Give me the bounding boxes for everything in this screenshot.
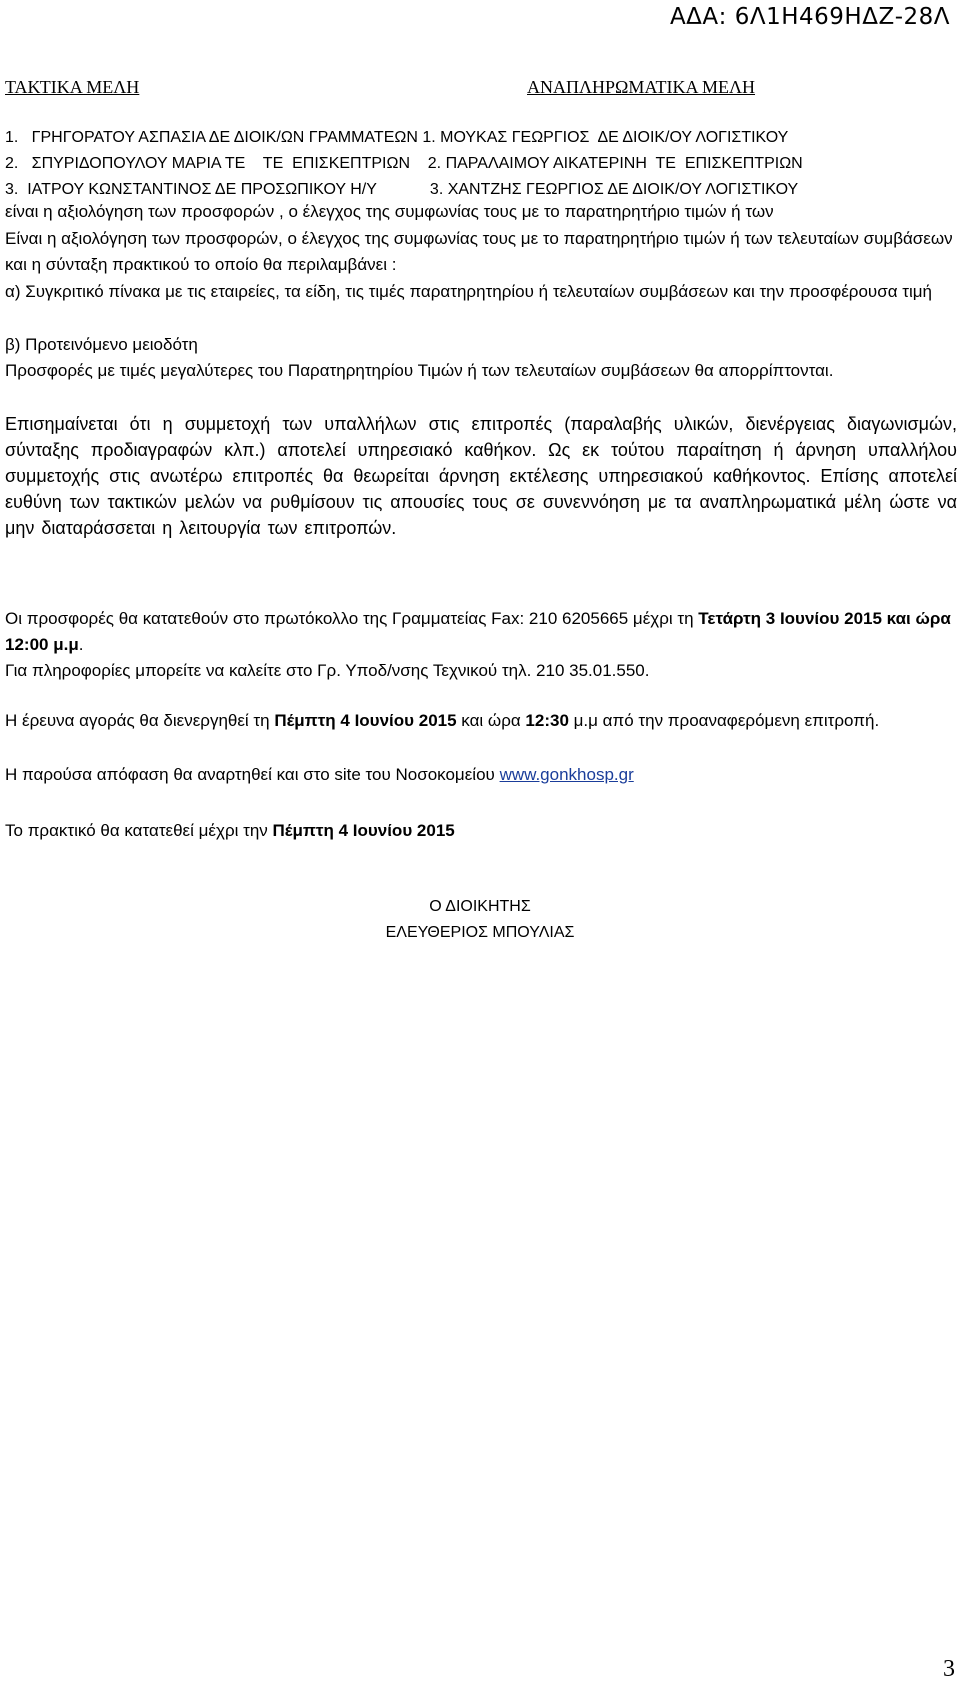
- signatory-role: Ο ΔΙΟΙΚΗΤΗΣ: [429, 898, 531, 915]
- signatory-name: ΕΛΕΥΘΕΡΙΟΣ ΜΠΟΥΛΙΑΣ: [385, 924, 575, 941]
- hospital-website-link[interactable]: www.gonkhosp.gr: [499, 765, 634, 784]
- mr-text-3: μ.μ από την προαναφερόμενη επιτροπή.: [568, 711, 880, 730]
- submission-text: Οι προσφορές θα κατατεθούν στο πρωτόκολλο της Γραμματείας Fax: 210 6205665 μέχρι τη: [5, 609, 699, 628]
- info-phone: Για πληροφορίες μπορείτε να καλείτε στο Γρ. Υποδ/νσης Τεχνικού τηλ. 210 35.01.550.: [5, 661, 650, 680]
- member-row-2: 2. ΣΠΥΡΙΔΟΠΟΥΛΟΥ ΜΑΡΙΑ ΤΕ ΤΕ ΕΠΙΣΚΕΠΤΡΙΩΝ 2. ΠΑΡΑΛΑΙΜΟΥ ΑΙΚΑΤΕΡΙΝΗ ΤΕ ΕΠΙΣΚΕΠΤΡΙΩΝ: [5, 155, 803, 172]
- submission-deadline: Τετάρτη 3 Ιουνίου 2015 και ώρα 12:00 μ.μ: [5, 609, 951, 654]
- mr-time: 12:30: [525, 711, 569, 730]
- member-row-1: 1. ΓΡΗΓΟΡΑΤΟΥ ΑΣΠΑΣΙΑ ΔΕ ΔΙΟΙΚ/ΩΝ ΓΡΑΜΜΑΤΕΩΝ 1. ΜΟΥΚΑΣ ΓΕΩΡΓΙΟΣ ΔΕ ΔΙΟΙΚ/ΟΥ ΛΟΓΙΣΤΙΚΟΥ: [5, 129, 789, 146]
- minutes-date: Πέμπτη 4 Ιουνίου 2015: [272, 821, 455, 840]
- mr-text-1: Η έρευνα αγοράς θα διενεργηθεί τη: [5, 711, 275, 730]
- regular-members-heading: ΤΑΚΤΙΚΑ ΜΕΛΗ: [5, 77, 140, 97]
- rejection-clause: Προσφορές με τιμές μεγαλύτερες του Παρατηρητηρίου Τιμών ή των τελευταίων συμβάσεων θα απορρίπτονται.: [5, 361, 834, 380]
- obligation-notice: Επισημαίνεται ότι η συμμετοχή των υπαλλήλων στις επιτροπές (παραλαβής υλικών, διενέργειας διαγωνισμών, σύνταξης προδιαγραφών κλπ.) αποτελεί υπηρεσιακό καθήκον. Ως εκ τούτου παραίτηση ή άρνηση υπαλλήλου συμμετοχής στις ανωτέρω επιτροπές θα θεωρείται άρνηση εκτέλεσης υπηρεσιακού καθήκοντος. Επίσης αποτελεί ευθύνη των τακτικών μελών να ρυθμίσουν τις απουσίες τους σε συνεννόηση με τα αναπληρωματικά μέλη ώστε να μην διαταράσσεται η λειτουργία των επιτροπών.: [5, 414, 957, 538]
- ada-code: ΑΔΑ: 6Λ1Η469ΗΔΖ-28Λ: [669, 4, 950, 30]
- posting-text: Η παρούσα απόφαση θα αναρτηθεί και στο site του Νοσοκομείου: [5, 765, 500, 784]
- duties-item-a: α) Συγκριτικό πίνακα με τις εταιρείες, τα είδη, τις τιμές παρατηρητηρίου ή τελευταίων συμβάσεων και την προσφέρουσα τιμή: [5, 282, 932, 301]
- posting-paragraph: [5, 762, 960, 788]
- alternate-members-heading: ΑΝΑΠΛΗΡΩΜΑΤΙΚΑ ΜΕΛΗ: [527, 77, 756, 97]
- submission-end: .: [78, 635, 84, 654]
- member-row-3: 3. ΙΑΤΡΟΥ ΚΩΝΣΤΑΝΤΙΝΟΣ ΔΕ ΠΡΟΣΩΠΙΚΟΥ Η/Υ 3. ΧΑΝΤΖΗΣ ΓΕΩΡΓΙΟΣ ΔΕ ΔΙΟΙΚ/ΟΥ ΛΟΓΙΣΤΙΚΟΥ: [5, 181, 799, 198]
- mr-text-2: και ώρα: [456, 711, 526, 730]
- market-research-paragraph: [5, 708, 960, 734]
- duties-line-1: είναι η αξιολόγηση των προσφορών , ο έλεγχος της συμφωνίας τους με το παρατηρητήριο τιμών ή των: [5, 202, 774, 221]
- minutes-paragraph: [5, 818, 960, 844]
- duties-item-b: β) Προτεινόμενο μειοδότη: [5, 335, 198, 354]
- mr-date: Πέμπτη 4 Ιουνίου 2015: [274, 711, 457, 730]
- page-number: 3: [943, 1656, 955, 1682]
- submission-paragraph: [5, 606, 960, 658]
- minutes-text: Το πρακτικό θα κατατεθεί μέχρι την: [5, 821, 273, 840]
- duties-description: Είναι η αξιολόγηση των προσφορών, ο έλεγχος της συμφωνίας τους με το παρατηρητήριο τιμών ή των τελευταίων συμβάσεων και η σύνταξη πρακτικού το οποίο θα περιλαμβάνει :: [5, 229, 953, 274]
